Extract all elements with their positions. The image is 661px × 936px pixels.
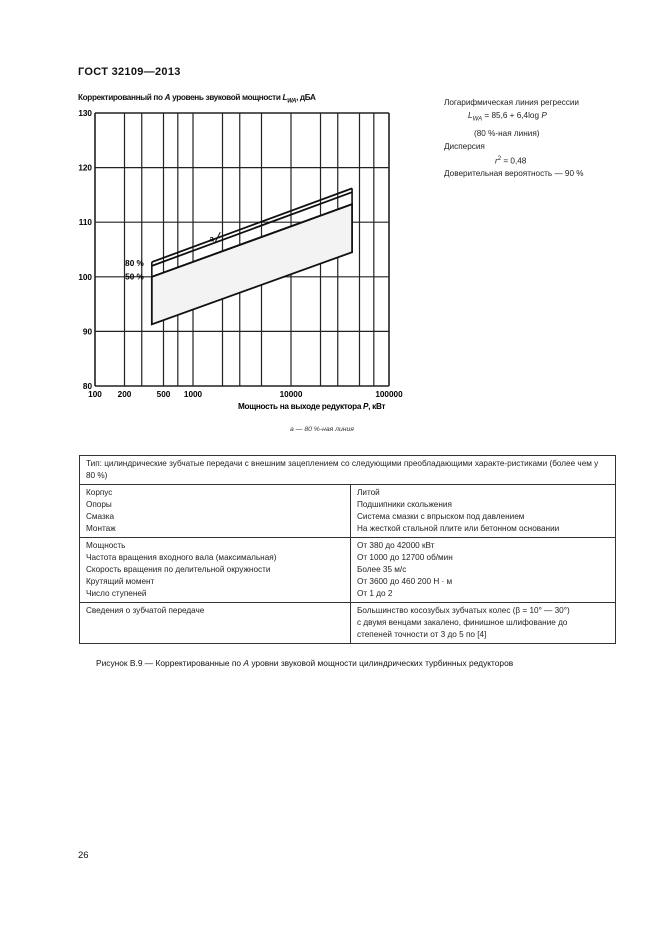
table-line: От 380 до 42000 кВт: [357, 541, 435, 550]
table-line: Смазка: [86, 512, 115, 521]
chart-annotation: 80 %: [125, 258, 144, 268]
page-number: 26: [78, 850, 89, 861]
table-line: Сведения о зубчатой передаче: [86, 606, 205, 615]
x-tick-label: 500: [156, 390, 171, 399]
table-line: Литой: [357, 488, 380, 497]
table-line: От 1 до 2: [357, 589, 393, 598]
legend-line-note: (80 %-ная линия): [474, 128, 540, 138]
y-tick-label: 100: [78, 272, 92, 282]
legend-regression-title: Логарифмическая линия регрессии: [444, 98, 579, 107]
chart-footnote: а — 80 %-ная линия: [290, 426, 354, 433]
table-line: Опоры: [86, 500, 112, 509]
table-line: На жесткой стальной плите или бетонном основании: [357, 524, 560, 533]
document-header: ГОСТ 32109—2013: [78, 66, 181, 78]
type-description: Тип: цилиндрические зубчатые передачи с внешним зацеплением со следующими преобладающими характе-ристиками (более чем у 80 %): [86, 459, 599, 480]
x-tick-label: 100000: [375, 390, 403, 399]
y-tick-label: 110: [78, 218, 92, 228]
ylabel-mid: уровень звуковой мощности: [170, 93, 283, 102]
legend-confidence: Доверительная вероятность — 90 %: [444, 169, 584, 179]
parameter-labels: [80, 538, 351, 602]
table-row-type: [80, 456, 615, 484]
legend-formula: $L_{WA} = 85,6 + 6,4\log$ P: [468, 111, 547, 123]
chart-annotation: 50 %: [125, 272, 144, 282]
table-line: Скорость вращения по делительной окружности: [86, 565, 271, 574]
legend-variance-title: Дисперсия: [444, 141, 485, 151]
table-row-gear-info: [80, 602, 615, 643]
table-line: Корпус: [86, 488, 113, 497]
y-tick-label: 80: [82, 382, 92, 391]
x-tick-label: 10000: [279, 390, 303, 399]
table-line: Крутящий момент: [86, 577, 155, 586]
chart-annotation: а: [209, 234, 214, 244]
ylabel-sub: WA: [287, 98, 297, 105]
legend-variance-value: $r^2 = 0,48$: [495, 155, 527, 166]
y-tick-label: 120: [78, 163, 92, 173]
table-row-parameters: [80, 537, 615, 602]
table-line: Мощность: [86, 541, 126, 550]
regression-legend: [444, 96, 584, 180]
x-tick-label: 200: [117, 390, 132, 399]
characteristics-table: [79, 455, 616, 644]
figure-caption: Рисунок В.9 — Корректированные по A уровни звуковой мощности цилиндрических турбинных редукторов: [96, 658, 514, 668]
table-line: Подшипники скольжения: [357, 500, 452, 509]
construction-values: [351, 485, 615, 537]
table-line: Более 35 м/с: [357, 565, 407, 574]
table-line: От 1000 до 12700 об/мин: [357, 553, 453, 562]
table-line: Система смазки с впрыском под давлением: [357, 512, 525, 521]
table-line: От 3600 до 460 200 Н · м: [357, 577, 453, 586]
parameter-values: [351, 538, 615, 602]
table-line: с двумя венцами закалено, финишное шлифование до: [357, 618, 568, 627]
y-tick-label: 130: [78, 109, 92, 118]
table-line: Число ступеней: [86, 589, 147, 598]
ylabel-prefix: Корректированный по: [78, 93, 165, 102]
ylabel-suffix: , дБА: [296, 93, 316, 102]
y-tick-label: 90: [82, 327, 92, 337]
chart-x-axis-title: Мощность на выходе редуктора P, кВт: [238, 402, 386, 411]
table-line: Большинство косозубых зубчатых колес (β = 10° — 30°): [357, 606, 570, 615]
table-line: степеней точности от 3 до 5 по [4]: [357, 630, 487, 639]
table-row-construction: [80, 484, 615, 537]
x-tick-label: 100: [88, 390, 102, 399]
x-tick-label: 1000: [183, 390, 203, 399]
table-line: Частота вращения входного вала (максимальная): [86, 553, 277, 562]
table-line: Монтаж: [86, 524, 116, 533]
ylabel-l: L: [282, 93, 288, 102]
ylabel-a: A: [164, 93, 171, 102]
sound-power-chart: [0, 0, 661, 420]
construction-labels: [80, 485, 351, 537]
gear-info-values: [351, 603, 615, 643]
gear-info-labels: [80, 603, 351, 643]
